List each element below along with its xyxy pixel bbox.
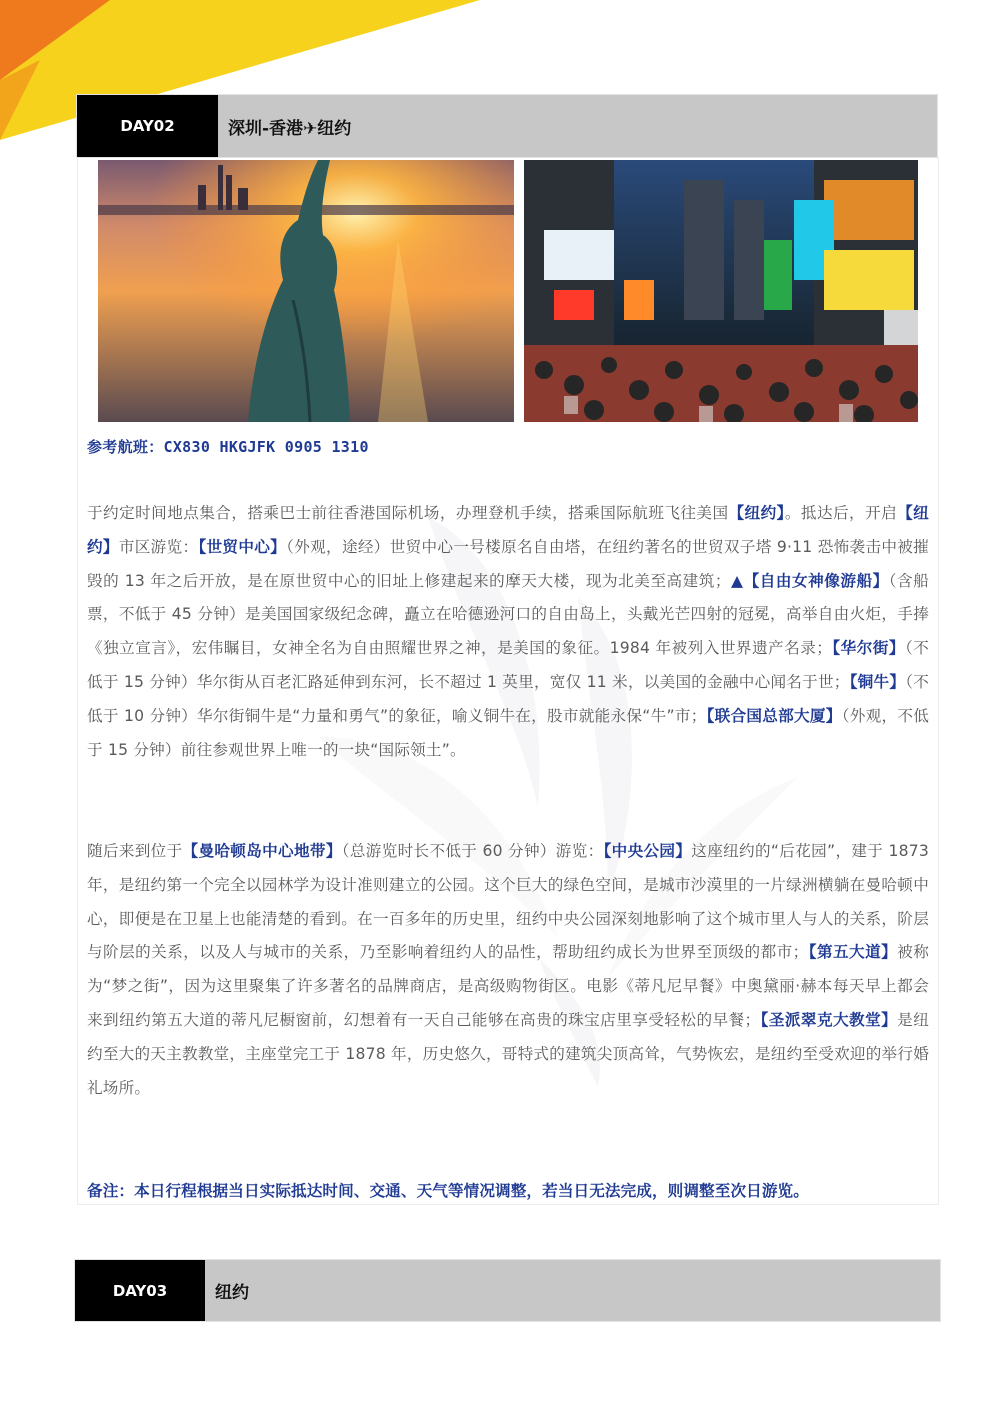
itinerary-note: 备注：本日行程根据当日实际抵达时间、交通、天气等情况调整，若当日无法完成，则调整至次日游览。 — [87, 1182, 809, 1200]
statue-of-liberty-photo — [98, 160, 514, 422]
paragraph-text: 这座纽约的“后花园”，建于 1873 年，是纽约第一个完全以园林学为设计准则建立的公园。这个巨大的绿色空间，是城市沙漠里的一片绿洲横躺在曼哈顿中心，即便是在卫星上也能清楚的看到。在一百多年的历史里，纽约中央公园深刻地影响了这个城市里人与人的关系，阶层与阶层的关系，以及人与城市的关系，乃至影响着纽约人的品性，帮助纽约成长为世界至顶级的都市； — [87, 842, 929, 962]
day2-badge: DAY02 — [77, 95, 218, 157]
highlight-place: 【铜牛】 — [849, 672, 906, 691]
paragraph-text: 市区游览： — [118, 537, 199, 556]
paragraph-text: （总游览时长不低于 60 分钟）游览： — [341, 842, 604, 860]
highlight-place: 【曼哈顿岛中心地带】 — [182, 842, 342, 860]
highlight-place: 【纽约】 — [728, 504, 785, 522]
highlight-place: 【中央公园】 — [603, 842, 692, 860]
paragraph-text: （不低于 10 分钟）华尔街铜牛是“力量和勇气”的象征，喻义铜牛在，股市就能永保“牛”市； — [87, 672, 929, 725]
itinerary-paragraph-2 — [87, 835, 929, 1105]
paragraph-text: （含船票，不低于 45 分钟）是美国国家级纪念碑，矗立在哈德逊河口的自由岛上，头戴光芒四射的冠冕，高举自由火炬，手捧《独立宣言》，宏伟瞩目，女神全名为自由照耀世界之神，是美国的象征。1984 年被列入世界遗产名录； — [87, 571, 929, 658]
highlight-place: ▲【自由女神像游船】 — [730, 571, 889, 590]
paragraph-text: 于约定时间地点集合，搭乘巴士前往香港国际机场，办理登机手续，搭乘国际航班飞往美国 — [87, 504, 729, 522]
day3-title: 纽约 — [215, 1283, 249, 1303]
day2-content-card — [77, 157, 939, 1205]
itinerary-paragraph-1 — [87, 497, 929, 767]
paragraph-text: 随后来到位于 — [87, 842, 183, 860]
paragraph-text: 。抵达后，开启 — [784, 504, 898, 522]
highlight-place: 【圣派翠克大教堂】 — [760, 1010, 898, 1029]
flight-info: 参考航班：CX830 HKGJFK 0905 1310 — [87, 438, 369, 456]
highlight-place: 【华尔街】 — [832, 639, 905, 658]
paragraph-text: 被称为“梦之街”，因为这里聚集了许多著名的品牌商店，是高级购物街区。电影《蒂凡尼早餐》中奥黛丽·赫本每天早上都会来到纽约第五大道的蒂凡尼橱窗前，幻想着有一天自己能够在高贵的珠宝店里享受轻松的早餐； — [87, 943, 929, 1029]
highlight-place: 【联合国总部大厦】 — [706, 706, 842, 725]
paragraph-text: 是纽约至大的天主教教堂，主座堂完工于 1878 年，历史悠久，哥特式的建筑尖顶高耸，气势恢宏，是纽约至受欢迎的举行婚礼场所。 — [87, 1010, 929, 1097]
highlight-place: 【第五大道】 — [808, 943, 898, 962]
day2-header — [77, 95, 937, 157]
highlight-place: 【世贸中心】 — [198, 537, 287, 556]
day3-header — [75, 1260, 940, 1321]
day2-title: 深圳-香港✈纽约 — [228, 118, 352, 139]
day3-badge: DAY03 — [75, 1260, 205, 1321]
paragraph-text: （外观，途经）世贸中心一号楼原名自由塔，在纽约著名的世贸双子塔 9·11 恐怖袭击中被摧毁的 13 年之后开放，是在原世贸中心的旧址上修建起来的摩天大楼，现为北美至高建筑； — [87, 537, 929, 590]
paragraph-text: （外观，不低于 15 分钟）前往参观世界上唯一的一块“国际领土”。 — [87, 706, 930, 759]
paragraph-text: （不低于 15 分钟）华尔街从百老汇路延伸到东河，长不超过 1 英里，宽仅 11 米，以美国的金融中心闻名于世； — [87, 639, 929, 691]
times-square-photo — [524, 160, 918, 422]
highlight-place: 【纽约】 — [87, 504, 929, 556]
